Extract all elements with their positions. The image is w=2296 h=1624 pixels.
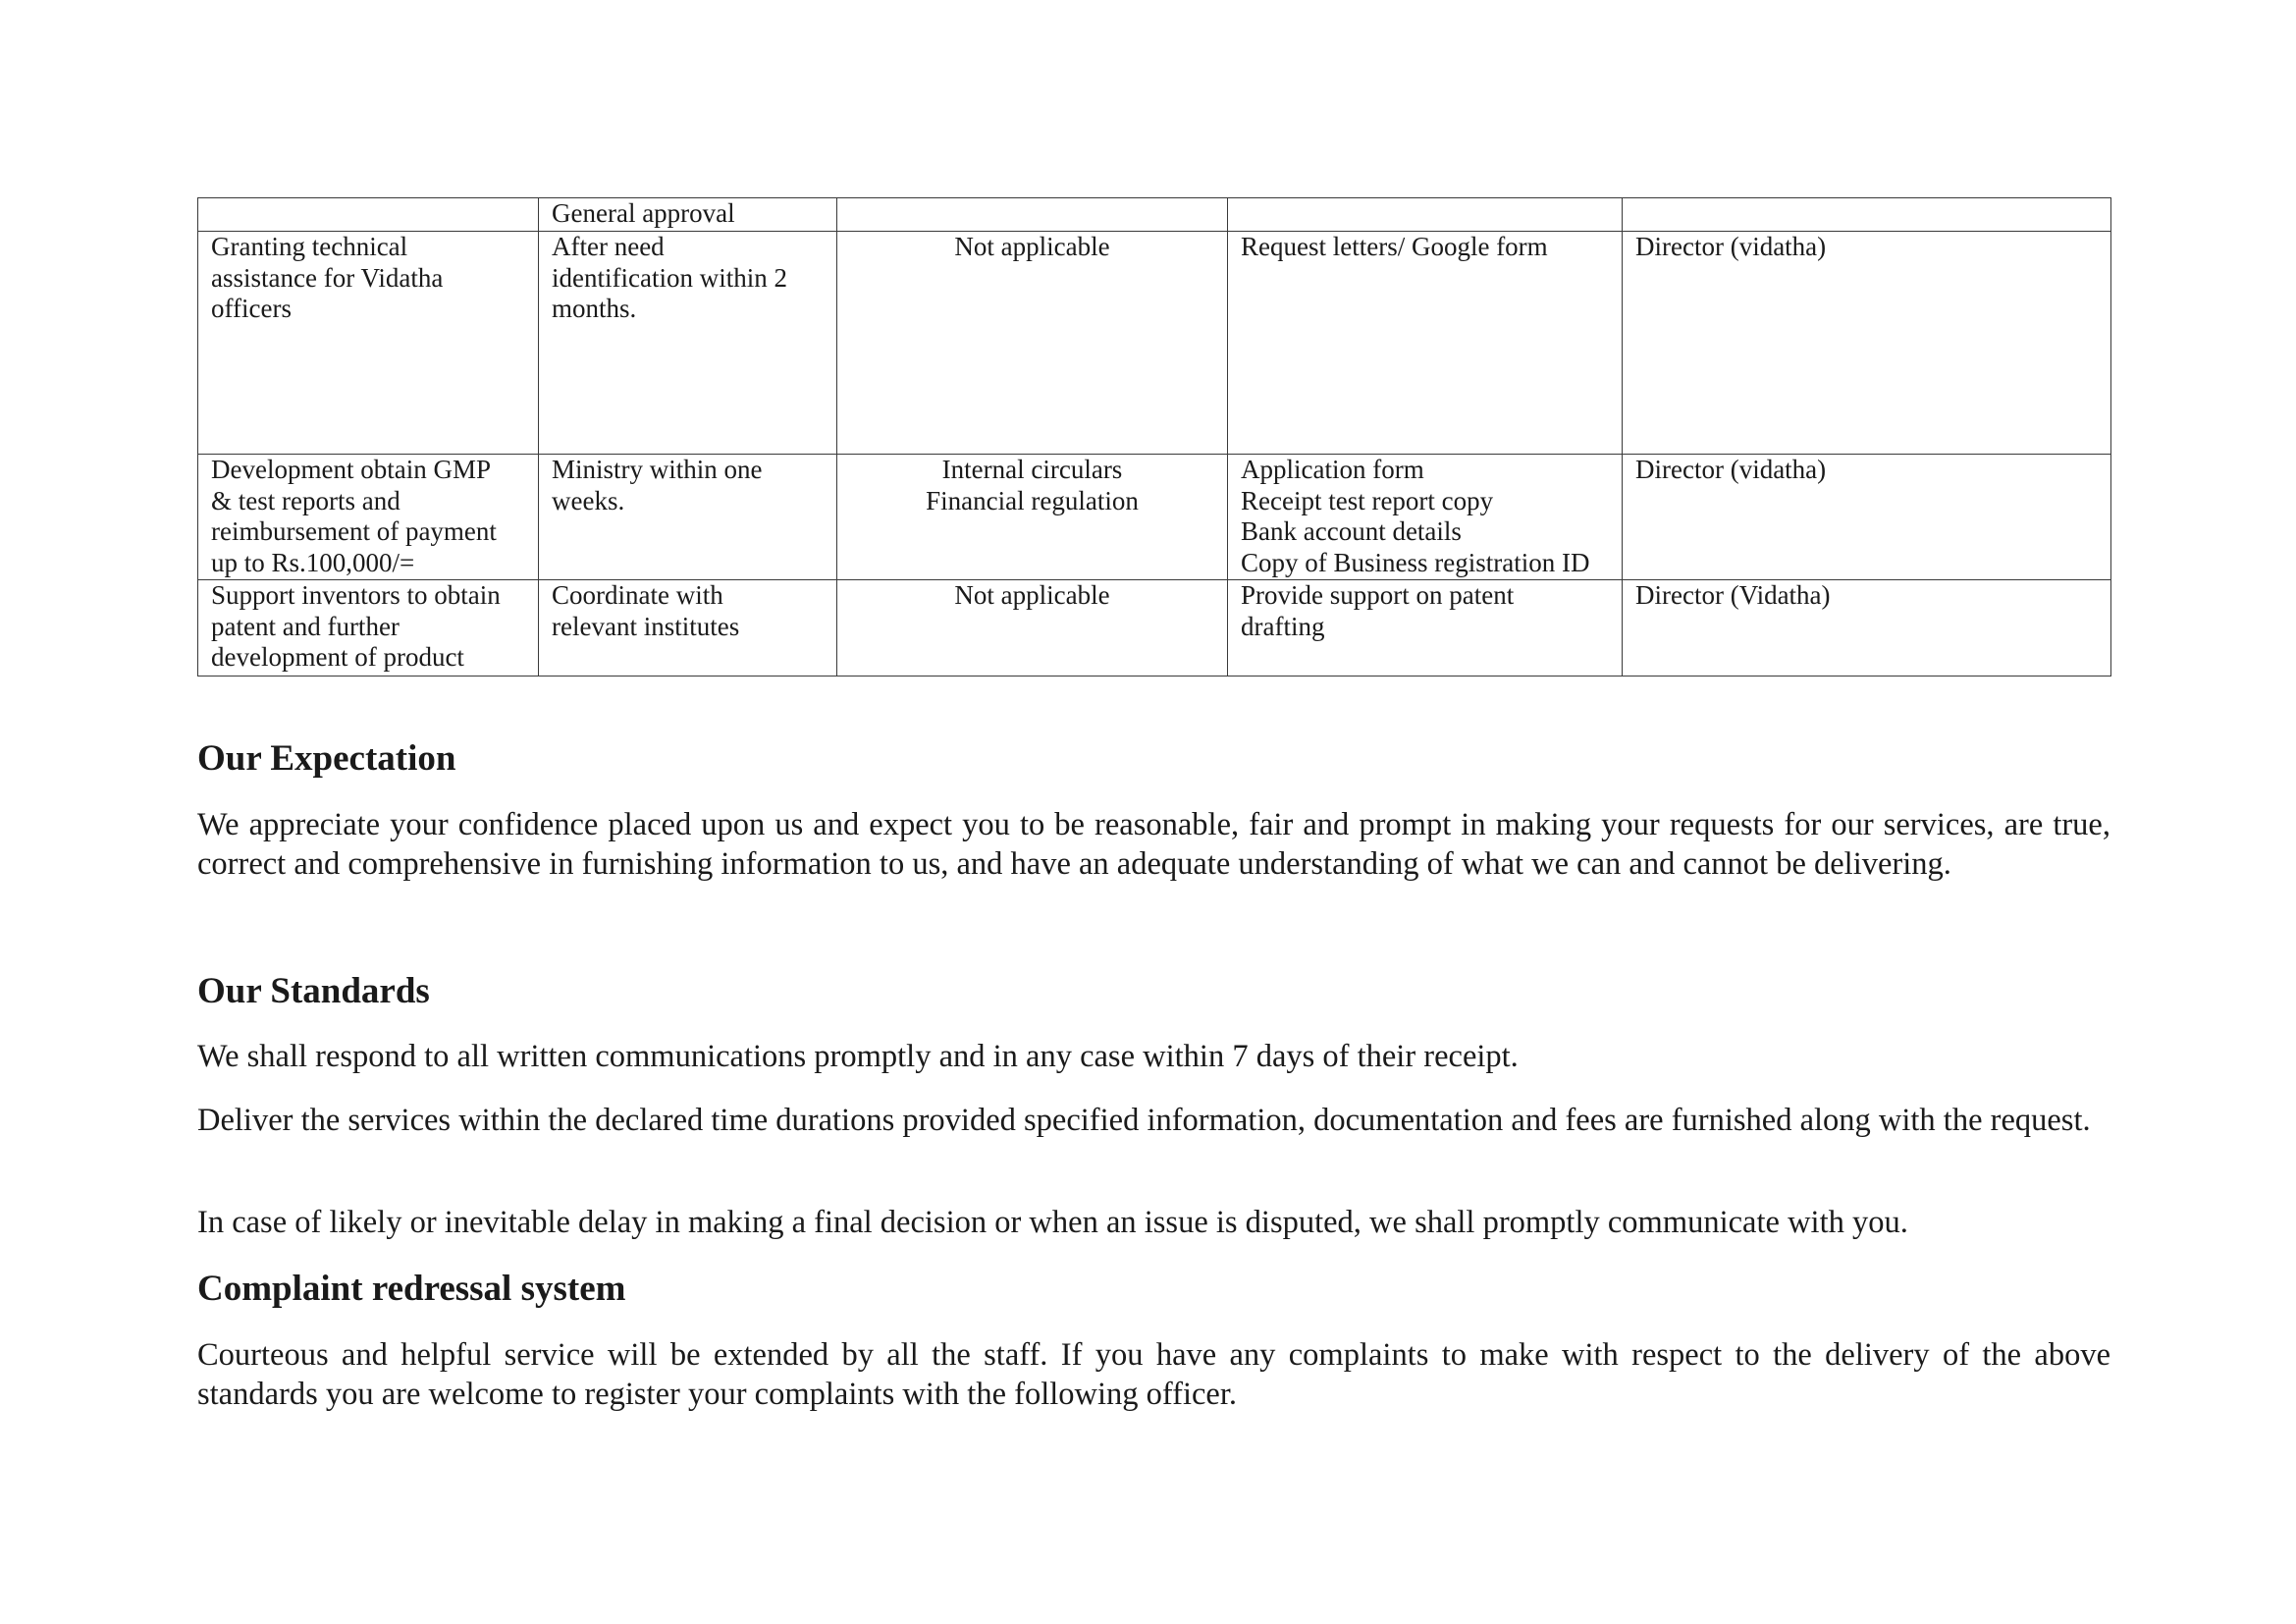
service-cell: Support inventors to obtain patent and further development of product	[198, 580, 539, 677]
service-cell: Development obtain GMP & test reports and reimbursement of payment up to Rs.100,000/=	[198, 455, 539, 580]
documents-cell	[1228, 198, 1623, 232]
officer-cell: Director (vidatha)	[1623, 455, 2111, 580]
standards-paragraph: We shall respond to all written communications promptly and in any case within 7 days of their receipt.	[197, 1039, 1519, 1074]
standards-paragraph: In case of likely or inevitable delay in making a final decision or when an issue is disputed, we shall promptly communicate with you.	[197, 1205, 1908, 1240]
documents-cell: Application form Receipt test report copy Bank account details Copy of Business registration ID	[1228, 455, 1623, 580]
standards-heading: Our Standards	[197, 971, 430, 1011]
legal-cell	[837, 198, 1228, 232]
standards-paragraph: Deliver the services within the declared time durations provided specified information, documentation and fees are furnished along with the request.	[197, 1103, 2091, 1138]
table-row	[198, 198, 2111, 232]
legal-cell: Internal circulars Financial regulation	[837, 455, 1228, 580]
service-cell	[198, 198, 539, 232]
time-cell: Ministry within one weeks.	[539, 455, 837, 580]
expectation-heading: Our Expectation	[197, 738, 456, 779]
legal-cell: Not applicable	[837, 232, 1228, 455]
table-row	[198, 580, 2111, 677]
table-row	[198, 232, 2111, 455]
documents-cell: Request letters/ Google form	[1228, 232, 1623, 455]
services-table	[197, 197, 2111, 677]
document-page	[197, 197, 2110, 1412]
expectation-paragraph: We appreciate your confidence placed upon us and expect you to be reasonable, fair and prompt in making your requests for our services, are true, correct and comprehensive in furnishing information to us, and have an adequate understanding of what we can and cannot be delivering.	[197, 807, 2110, 882]
table-row	[198, 455, 2111, 580]
time-cell: After need identification within 2 months.	[539, 232, 837, 455]
legal-cell: Not applicable	[837, 580, 1228, 677]
documents-cell: Provide support on patent drafting	[1228, 580, 1623, 677]
officer-cell: Director (Vidatha)	[1623, 580, 2111, 677]
officer-cell: Director (vidatha)	[1623, 232, 2111, 455]
complaint-paragraph: Courteous and helpful service will be extended by all the staff. If you have any complaints to make with respect to the delivery of the above standards you are welcome to register your complaints with the following officer.	[197, 1337, 2110, 1412]
complaint-heading: Complaint redressal system	[197, 1269, 626, 1309]
time-cell: General approval	[539, 198, 837, 232]
time-cell: Coordinate with relevant institutes	[539, 580, 837, 677]
service-cell: Granting technical assistance for Vidatha officers	[198, 232, 539, 455]
officer-cell	[1623, 198, 2111, 232]
